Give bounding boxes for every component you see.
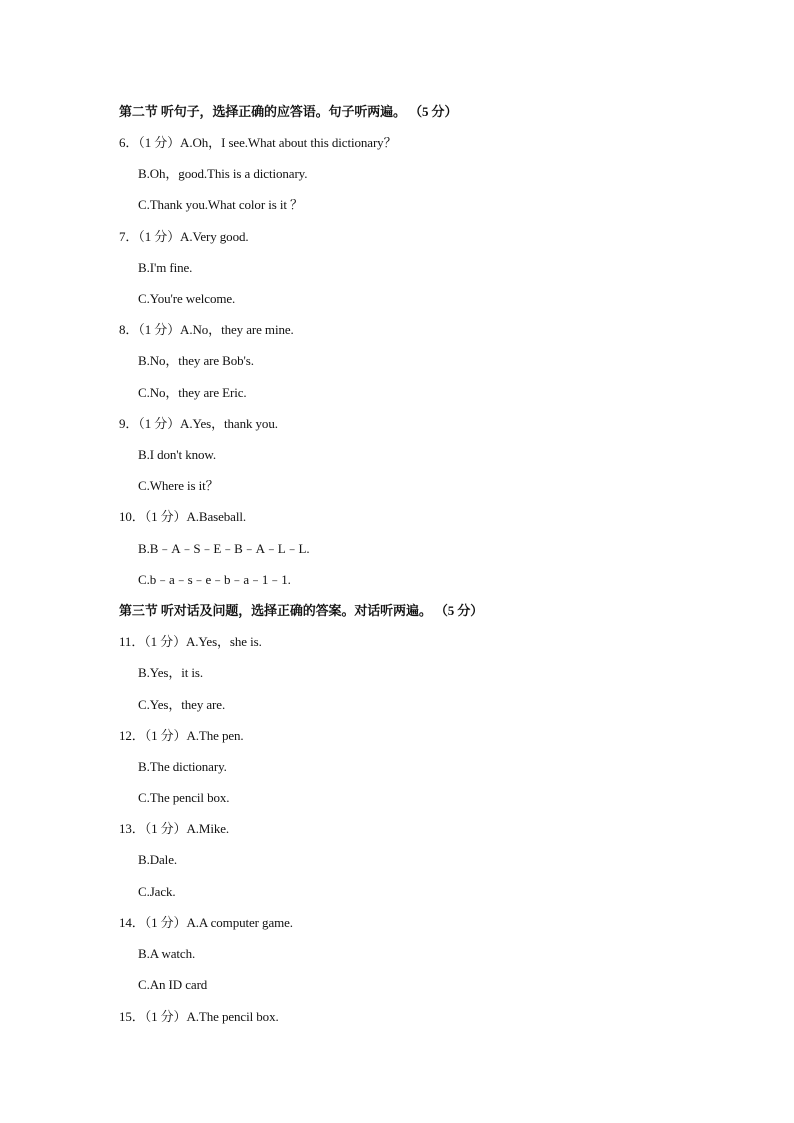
question-11-option-c: C.Yes，they are. [138, 697, 226, 712]
question-12: 12．（1 分）A.The pen. [119, 728, 244, 743]
question-10-option-b: B.B﹣A﹣S﹣E﹣B﹣A﹣L﹣L. [138, 541, 310, 556]
question-10: 10．（1 分）A.Baseball. [119, 509, 247, 524]
question-11: 11．（1 分）A.Yes，she is. [119, 634, 262, 649]
question-12-option-c: C.The pencil box. [138, 790, 230, 805]
question-6: 6．（1 分）A.Oh，I see.What about this dictionary？ [119, 135, 397, 150]
question-7-option-b: B.I'm fine. [138, 260, 193, 275]
question-9-option-b: B.I don't know. [138, 447, 216, 462]
question-8: 8．（1 分）A.No，they are mine. [119, 322, 294, 337]
question-9: 9．（1 分）A.Yes，thank you. [119, 416, 278, 431]
question-15: 15．（1 分）A.The pencil box. [119, 1009, 279, 1024]
question-10-option-c: C.b﹣a﹣s﹣e﹣b﹣a﹣1﹣1. [138, 572, 291, 587]
question-14: 14．（1 分）A.A computer game. [119, 915, 293, 930]
question-7-option-c: C.You're welcome. [138, 291, 236, 306]
question-13-option-b: B.Dale. [138, 852, 178, 867]
section-2-heading: 第二节 听句子，选择正确的应答语。句子听两遍。 （5 分） [119, 104, 458, 119]
question-13: 13．（1 分）A.Mike. [119, 821, 230, 836]
question-8-option-c: C.No，they are Eric. [138, 385, 247, 400]
question-9-option-c: C.Where is it？ [138, 478, 219, 493]
question-8-option-b: B.No，they are Bob's. [138, 353, 254, 368]
question-13-option-c: C.Jack. [138, 884, 176, 899]
question-14-option-b: B.A watch. [138, 946, 196, 961]
question-11-option-b: B.Yes，it is. [138, 665, 204, 680]
question-12-option-b: B.The dictionary. [138, 759, 227, 774]
question-14-option-c: C.An ID card [138, 977, 208, 992]
question-6-option-c: C.Thank you.What color is it ？ [138, 197, 303, 212]
question-6-option-b: B.Oh，good.This is a dictionary. [138, 166, 308, 181]
section-3-heading: 第三节 听对话及问题，选择正确的答案。对话听两遍。 （5 分） [119, 603, 484, 618]
question-7: 7．（1 分）A.Very good. [119, 229, 249, 244]
